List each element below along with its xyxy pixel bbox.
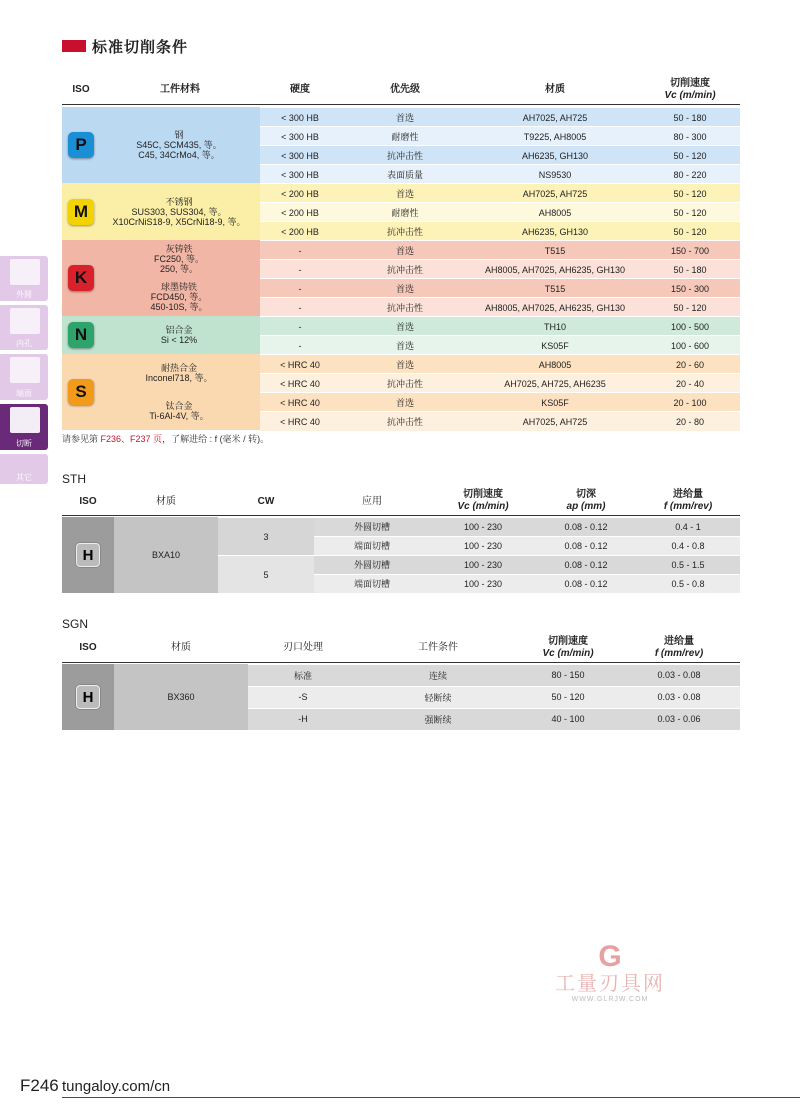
page-title: 标准切削条件 — [92, 39, 189, 56]
material-S-2-line: 钛合金 — [165, 401, 193, 411]
cell-speed: 150 - 700 — [670, 245, 710, 256]
sth-cell-f: 0.4 - 0.8 — [671, 540, 705, 551]
sgn-cell-f: 0.03 - 0.08 — [657, 670, 701, 680]
side-tab-4-label: 其它 — [16, 473, 32, 482]
header-material: 工件材料 — [160, 84, 200, 95]
header-priority: 优先级 — [390, 84, 420, 95]
header-speed-label: 切削速度 — [670, 78, 710, 89]
table-row — [260, 392, 740, 412]
cell-speed: 80 - 220 — [673, 169, 707, 180]
watermark-text: 工量刃具网 — [555, 973, 665, 995]
sth-cell-app: 外圆切槽 — [353, 522, 390, 532]
cell-priority: 首选 — [395, 246, 414, 256]
material-M-line: SUS303, SUS304, 等。 — [131, 206, 227, 217]
material-P-line: C45, 34CrMo4, 等。 — [138, 150, 220, 160]
material-K-2-line: 球墨铸铁 — [160, 282, 197, 292]
sgn-cell-edge: -S — [298, 692, 308, 702]
table-row — [260, 145, 740, 165]
material-M-line: X10CrNiS18-9, X5CrNi18-9, 等。 — [112, 216, 246, 227]
cell-hardness: < HRC 40 — [280, 416, 320, 427]
material-M — [100, 183, 258, 240]
watermark-logo — [545, 942, 675, 1003]
sth-header-iso: ISO — [79, 496, 97, 507]
cell-hardness: - — [298, 283, 302, 294]
cell-grade: AH7025, AH725 — [522, 416, 588, 427]
cell-grade: T515 — [544, 245, 566, 256]
cell-hardness: < 300 HB — [281, 169, 319, 180]
footer-rule — [62, 1097, 800, 1098]
material-S-2 — [100, 392, 258, 430]
cell-priority: 首选 — [395, 189, 414, 199]
cell-hardness: < 300 HB — [281, 131, 319, 142]
header-rule — [62, 104, 740, 105]
table-row — [260, 221, 740, 241]
cell-speed: 50 - 180 — [673, 264, 707, 275]
material-K-1 — [100, 240, 258, 278]
sth-cell-ap: 0.08 - 0.12 — [564, 521, 608, 532]
sth-cell-app: 端面切槽 — [353, 579, 390, 589]
header-iso: ISO — [72, 84, 90, 95]
table-row — [260, 373, 740, 393]
sth-cell-app: 端面切槽 — [353, 541, 390, 551]
sgn-iso-H-badge: H — [76, 685, 100, 709]
cell-hardness: - — [298, 245, 302, 256]
cell-hardness: < 300 HB — [281, 150, 319, 161]
sgn-cell-f: 0.03 - 0.08 — [657, 692, 701, 702]
cell-hardness: < HRC 40 — [280, 378, 320, 389]
cell-grade: KS05F — [541, 397, 569, 408]
cell-speed: 50 - 180 — [673, 112, 707, 123]
cell-hardness: - — [298, 302, 302, 313]
sth-header-grade: 材质 — [156, 496, 176, 507]
iso-K-badge: K — [68, 265, 94, 291]
sth-header-application: 应用 — [362, 496, 382, 507]
sgn-title: SGN — [62, 617, 89, 631]
cell-hardness: - — [298, 340, 302, 351]
cell-hardness: < 200 HB — [281, 226, 319, 237]
sgn-header-edge: 刃口处理 — [283, 642, 323, 653]
sgn-cell-cond: 强断续 — [424, 714, 452, 725]
sgn-header-speed-label: 切削速度 — [548, 636, 588, 647]
cell-speed: 50 - 120 — [673, 188, 707, 199]
sth-cell-app: 外圆切槽 — [353, 560, 390, 570]
table-row — [260, 183, 740, 203]
material-M-line: 不锈钢 — [165, 196, 193, 207]
cell-hardness: - — [298, 264, 302, 275]
header-hardness: 硬度 — [290, 84, 310, 95]
cell-speed: 20 - 100 — [673, 397, 707, 408]
sth-iso-H-badge: H — [76, 543, 100, 567]
table-row — [260, 354, 740, 374]
side-tab-0-label: 外圆 — [16, 290, 32, 299]
cell-speed: 100 - 500 — [670, 321, 710, 332]
cell-speed: 50 - 120 — [673, 226, 707, 237]
material-S-2-line: Ti-6Al-4V, 等。 — [149, 411, 209, 421]
cell-hardness: < HRC 40 — [280, 397, 320, 408]
iso-S-badge: S — [68, 379, 94, 405]
cell-speed: 80 - 300 — [673, 131, 707, 142]
cell-speed: 20 - 80 — [675, 416, 705, 427]
material-S-1-line: Inconel718, 等。 — [145, 373, 213, 383]
sth-header-rule — [62, 515, 740, 516]
table-row — [260, 107, 740, 127]
cell-grade: AH7025, AH725 — [522, 112, 588, 123]
table-row — [260, 259, 740, 279]
sgn-header-rule — [62, 662, 740, 663]
cell-priority: 首选 — [395, 113, 414, 123]
side-tab-0-icon — [10, 259, 40, 285]
cell-grade: AH8005 — [538, 359, 572, 370]
sth-grade: BXA10 — [114, 517, 218, 593]
table-row — [260, 202, 740, 222]
cell-grade: TH10 — [543, 321, 566, 332]
sth-cell-ap: 0.08 - 0.12 — [564, 540, 608, 551]
sth-cell-ap: 0.08 - 0.12 — [564, 559, 608, 570]
material-P — [100, 107, 258, 183]
material-P-line: S45C, SCM435, 等。 — [136, 140, 222, 150]
sth-header-speed-label: 切削速度 — [463, 489, 503, 500]
feed-note — [62, 432, 269, 445]
side-tab-1-icon — [10, 308, 40, 334]
material-N — [100, 316, 258, 354]
material-K-1-line: 250, 等。 — [159, 264, 199, 274]
cell-speed: 150 - 300 — [670, 283, 710, 294]
sth-header-feed-label: 进给量 — [673, 489, 703, 500]
iso-N-badge: N — [68, 322, 94, 348]
sth-cell-speed: 100 - 230 — [463, 521, 503, 532]
watermark-url: WWW.GLRJW.COM — [571, 996, 649, 1003]
cell-grade: AH6235, GH130 — [521, 150, 589, 161]
note-link-f237[interactable]: F237 页 — [130, 434, 163, 444]
iso-P-badge: P — [68, 132, 94, 158]
sgn-grade: BX360 — [114, 664, 248, 730]
table-row — [260, 164, 740, 184]
header-grade: 材质 — [545, 84, 565, 95]
sgn-header-condition: 工件条件 — [418, 642, 458, 653]
sth-header-ap-label: 切深 — [576, 489, 596, 500]
sth-cw-5: 5 — [218, 555, 314, 593]
side-tab-2-label: 端面 — [16, 389, 32, 398]
sth-cell-f: 0.4 - 1 — [675, 521, 701, 532]
sth-header-speed-unit: Vc (m/min) — [457, 501, 509, 512]
cell-priority: 抗冲击性 — [386, 379, 423, 389]
cell-grade: T9225, AH8005 — [523, 131, 587, 142]
sth-cell-ap: 0.08 - 0.12 — [564, 578, 608, 589]
cell-priority: 抗冲击性 — [386, 303, 423, 313]
cell-priority: 抗冲击性 — [386, 265, 423, 275]
sgn-cell-cond: 轻断续 — [424, 692, 452, 703]
cell-hardness: < 300 HB — [281, 112, 319, 123]
cell-speed: 50 - 120 — [673, 302, 707, 313]
cell-priority: 抗冲击性 — [386, 417, 423, 427]
cell-speed: 100 - 600 — [670, 340, 710, 351]
note-text: 请参见第 — [62, 434, 101, 444]
material-N-line: 铝合金 — [165, 325, 193, 335]
table-row — [260, 316, 740, 336]
sth-cell-f: 0.5 - 0.8 — [671, 578, 705, 589]
table-row — [260, 126, 740, 146]
sgn-header-feed-unit: f (mm/rev) — [654, 648, 704, 659]
material-K-1-line: FC250, 等。 — [153, 254, 204, 264]
iso-M-badge: M — [68, 199, 94, 225]
sgn-header-speed-unit: Vc (m/min) — [542, 648, 594, 659]
sth-header-feed-unit: f (mm/rev) — [663, 501, 713, 512]
side-tab-2-icon — [10, 357, 40, 383]
cell-grade: AH8005, AH7025, AH6235, GH130 — [484, 264, 626, 275]
note-separator: 、 — [121, 434, 131, 444]
cell-grade: NS9530 — [538, 169, 572, 180]
cell-priority: 首选 — [395, 341, 414, 351]
material-S-1 — [100, 354, 258, 392]
sth-header-cw: CW — [257, 496, 275, 507]
table-row — [260, 335, 740, 355]
cell-hardness: - — [298, 321, 302, 332]
cell-grade: AH7025, AH725, AH6235 — [504, 378, 606, 389]
material-K-2-line: FCD450, 等。 — [150, 292, 208, 302]
sth-cw-3: 3 — [218, 517, 314, 555]
cell-priority: 抗冲击性 — [386, 151, 423, 161]
cell-priority: 耐磨性 — [391, 132, 419, 142]
side-tab-3-icon — [10, 407, 40, 433]
cell-hardness: < 200 HB — [281, 207, 319, 218]
title-accent-bar — [62, 40, 86, 52]
material-N-line: Si < 12% — [160, 335, 198, 345]
cell-priority: 耐磨性 — [391, 208, 419, 218]
cell-grade: AH6235, GH130 — [521, 226, 589, 237]
cell-priority: 表面质量 — [386, 170, 423, 180]
side-tab-1-label: 内孔 — [16, 339, 32, 348]
material-K-1-line: 灰铸铁 — [165, 244, 193, 254]
sgn-cell-edge: -H — [298, 714, 308, 724]
material-K-2 — [100, 278, 258, 316]
material-S-1-line: 耐热合金 — [160, 363, 197, 373]
material-K-2-line: 450-10S, 等。 — [150, 302, 208, 312]
sgn-cell-speed: 40 - 100 — [551, 714, 585, 724]
sgn-cell-speed: 50 - 120 — [551, 692, 585, 702]
header-speed-unit: Vc (m/min) — [664, 90, 716, 101]
cell-grade: AH8005 — [538, 207, 572, 218]
sth-cell-speed: 100 - 230 — [463, 559, 503, 570]
sth-cell-speed: 100 - 230 — [463, 578, 503, 589]
side-tab-3-label: 切断 — [16, 439, 32, 448]
material-P-line: 钢 — [174, 130, 184, 140]
sgn-cell-speed: 80 - 150 — [551, 670, 585, 680]
cell-speed: 20 - 40 — [675, 378, 705, 389]
note-text-end: ，了解进给 : f (毫米 / 转)。 — [162, 434, 270, 444]
footer-url[interactable]: tungaloy.com/cn — [62, 1078, 171, 1095]
sgn-cell-edge: 标准 — [293, 670, 312, 681]
page-number: F246 — [20, 1076, 59, 1095]
cell-grade: AH7025, AH725 — [522, 188, 588, 199]
table-row — [260, 297, 740, 317]
sgn-header-iso: ISO — [79, 642, 97, 653]
note-link-f236[interactable]: F236 — [100, 434, 122, 444]
sth-cell-speed: 100 - 230 — [463, 540, 503, 551]
cell-hardness: < 200 HB — [281, 188, 319, 199]
sgn-header-feed-label: 进给量 — [664, 636, 694, 647]
cell-grade: T515 — [544, 283, 566, 294]
cell-speed: 20 - 60 — [675, 359, 705, 370]
cell-speed: 50 - 120 — [673, 207, 707, 218]
sgn-header-grade: 材质 — [171, 642, 191, 653]
cell-priority: 抗冲击性 — [386, 227, 423, 237]
cell-grade: AH8005, AH7025, AH6235, GH130 — [484, 302, 626, 313]
sth-cell-f: 0.5 - 1.5 — [671, 559, 705, 570]
cell-priority: 首选 — [395, 398, 414, 408]
table-row — [260, 240, 740, 260]
cell-priority: 首选 — [395, 284, 414, 294]
sth-title: STH — [62, 472, 86, 486]
table-row — [260, 411, 740, 431]
cell-priority: 首选 — [395, 322, 414, 332]
watermark-mark: G — [598, 940, 622, 973]
sgn-cell-cond: 连续 — [428, 670, 447, 681]
cell-grade: KS05F — [541, 340, 569, 351]
sgn-cell-f: 0.03 - 0.06 — [657, 714, 701, 724]
sth-header-ap-unit: ap (mm) — [566, 501, 606, 512]
cell-priority: 首选 — [395, 360, 414, 370]
table-row — [260, 278, 740, 298]
cell-speed: 50 - 120 — [673, 150, 707, 161]
cell-hardness: < HRC 40 — [280, 359, 320, 370]
